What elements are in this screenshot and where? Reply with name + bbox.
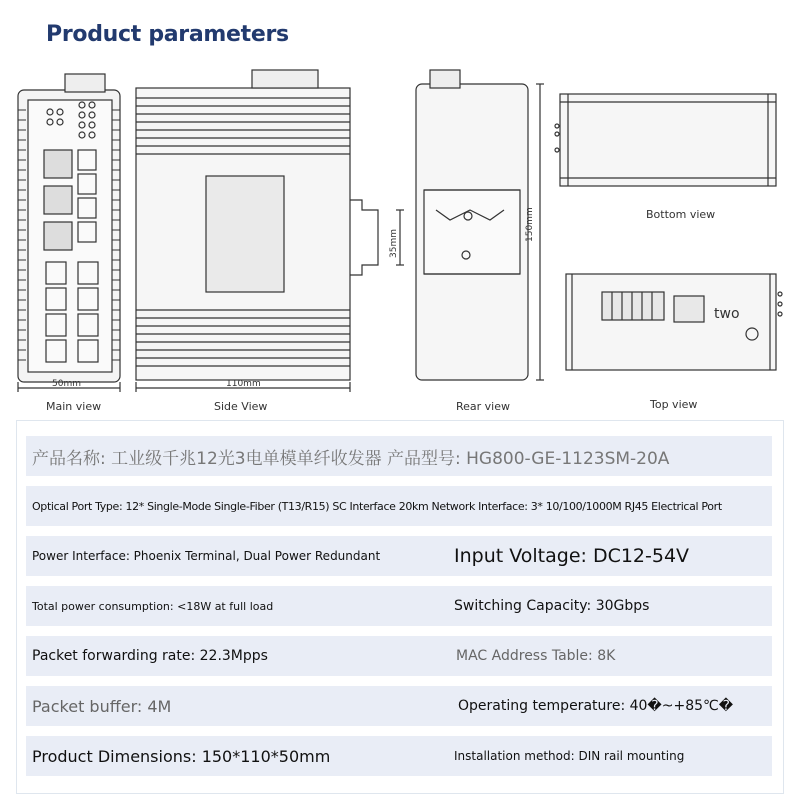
rear-height-label: 150mm [525, 207, 535, 242]
side-view-drawing [136, 70, 404, 392]
operating-temperature: Operating temperature: 40�~+85℃� [458, 698, 734, 714]
main-view-caption: Main view [46, 400, 102, 413]
spec-row-optical [26, 486, 772, 526]
power-consumption: Total power consumption: <18W at full load [32, 599, 274, 613]
spec-row-dimensions [26, 736, 772, 776]
switching-capacity: Switching Capacity: 30Gbps [454, 598, 650, 614]
packet-buffer: Packet buffer: 4M [32, 696, 172, 716]
rear-view-caption: Rear view [456, 400, 511, 413]
side-rail-label: 35mm [389, 229, 399, 258]
power-interface: Power Interface: Phoenix Terminal, Dual Power Redundant [32, 549, 381, 563]
top-view-caption: Top view [650, 398, 698, 411]
main-width-label: 50mm [52, 379, 81, 389]
installation-method: Installation method: DIN rail mounting [454, 749, 685, 763]
side-width-label: 110mm [226, 379, 261, 389]
side-view-caption: Side View [214, 400, 268, 413]
spec-row-forwarding [26, 636, 772, 676]
optical-port-line: Optical Port Type: 12* Single-Mode Single-Fiber (T13/R15) SC Interface 20km Network Interface: 3* 10/100/1000M RJ45 Electrical Port [32, 499, 722, 513]
mac-table: MAC Address Table: 8K [456, 648, 616, 664]
forwarding-rate: Packet forwarding rate: 22.3Mpps [32, 648, 268, 664]
top-view-drawing [566, 274, 782, 370]
spec-row-consumption [26, 586, 772, 626]
spec-row-name [26, 436, 772, 476]
product-name-line: 产品名称: 工业级千兆12光3电单模单纤收发器 产品型号: HG800-GE-1123SM-20A [32, 448, 670, 469]
bottom-view-drawing [555, 94, 776, 186]
main-view-drawing [18, 74, 120, 392]
page-title: Product parameters [46, 22, 289, 47]
drawings-svg [0, 60, 800, 420]
product-dimensions: Product Dimensions: 150*110*50mm [32, 746, 331, 766]
spec-row-power [26, 536, 772, 576]
input-voltage: Input Voltage: DC12-54V [454, 545, 690, 567]
spec-row-buffer [26, 686, 772, 726]
technical-drawings [0, 60, 800, 420]
bottom-view-caption: Bottom view [646, 208, 716, 221]
top-port-label: two [714, 306, 740, 322]
